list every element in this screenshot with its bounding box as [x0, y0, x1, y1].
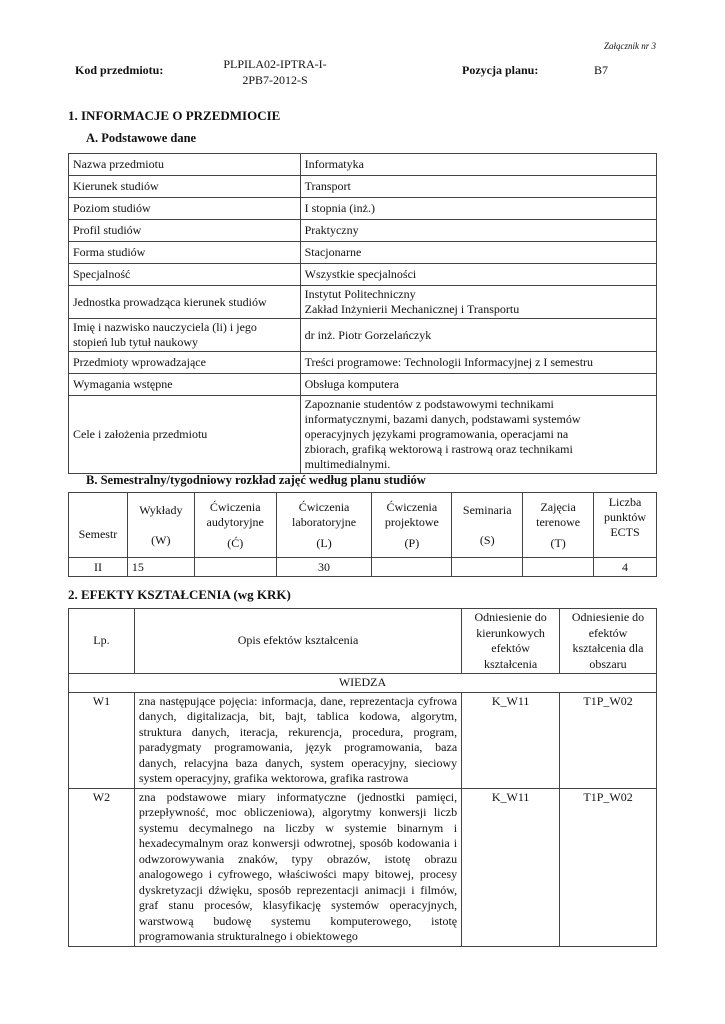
header-line: Odniesienie do	[571, 610, 645, 624]
row-label	[69, 319, 301, 352]
header-dir	[462, 609, 560, 674]
value-line: informatycznymi, bazami danych, podstawami systemów	[304, 412, 581, 426]
header-seminar	[452, 493, 523, 558]
table-row	[69, 374, 657, 396]
value-line: operacyjnych językami programowania, operacjami na	[304, 427, 569, 441]
header-ects	[594, 493, 657, 558]
course-code-line1: PLPILA02-IPTRA-I-	[223, 57, 327, 71]
outcome-area: T1P_W02	[560, 692, 657, 788]
schedule-table	[68, 492, 657, 577]
header-line: efektów	[491, 641, 530, 655]
outcome-desc: zna następujące pojęcia: informacja, dane, reprezentacja cyfrowa danych, digitalizacja, bit, bajt, tablica kodowa, algorytm, struktura danych, iteracja, rekurencja, procedura, program, paradygmaty programowania, język programowania, baza danych, relacyjna baza danych, system operacyjny, sieciowy system operacyjny, grafika wektorowa, grafika rastrowa	[134, 692, 461, 788]
header-line: Wykłady	[139, 502, 183, 517]
annex-note: Załącznik nr 3	[603, 41, 656, 51]
header-line: Ćwiczenia	[209, 499, 261, 514]
row-label: Kierunek studiów	[69, 176, 301, 198]
table-row	[69, 176, 657, 198]
outcome-desc: zna podstawowe miary informatyczne (jednostki pamięci, przepływność, moc obliczeniowa), algorytmy konwersji liczb systemu decymalnego na liczby w systemie binarnym i hexadecymalnym oraz konwersji odwrotnej, sposób kodowania i odwzorowywania znaków, typy obrazów, istotę obrazu analogowego i cyfrowego, właściwości mapy bitowej, procesy dyskretyzacji dźwięku, sposób reprezentacji animacji i filmów, graf stanu procesów, klasyfikację systemów operacyjnych, warstwową budowę systemu komputerowego, istotę programowania strukturalnego i obiektowego	[134, 788, 461, 946]
value-line: Zapoznanie studentów z podstawowymi technikami	[304, 397, 554, 411]
schedule-header-row	[69, 493, 657, 558]
label-line: stopień lub tytuł naukowy	[73, 335, 198, 349]
header-project	[372, 493, 452, 558]
header-field	[523, 493, 594, 558]
table-row	[69, 264, 657, 286]
row-value: I stopnia (inż.)	[300, 198, 656, 220]
header-line: kształcenia dla	[572, 641, 644, 655]
category-row	[69, 674, 657, 693]
outcome-dir: K_W11	[462, 788, 560, 946]
header-semester: Semestr	[69, 493, 128, 558]
cell-lab: 30	[276, 558, 372, 577]
header-line: punktów	[604, 510, 647, 524]
row-value	[300, 396, 656, 474]
header-line: (L)	[316, 535, 332, 550]
table-row	[69, 692, 657, 788]
header-lectures	[127, 493, 194, 558]
table-row	[69, 788, 657, 946]
row-label: Specjalność	[69, 264, 301, 286]
header-line: kształcenia	[483, 656, 538, 671]
course-code-line2: 2PB7-2012-S	[242, 73, 308, 87]
header-line: Zajęcia	[540, 499, 576, 514]
label-line: Imię i nazwisko nauczyciela (li) i jego	[73, 320, 257, 334]
header-line: Liczba	[608, 495, 642, 509]
cell-ects: 4	[594, 558, 657, 577]
category-label: WIEDZA	[69, 674, 657, 693]
cell-field	[523, 558, 594, 577]
header-line: efektów	[588, 625, 628, 640]
row-value	[300, 286, 656, 319]
row-value: Praktyczny	[300, 220, 656, 242]
row-label: Profil studiów	[69, 220, 301, 242]
row-label: Wymagania wstępne	[69, 374, 301, 396]
header-area	[560, 609, 657, 674]
table-row	[69, 352, 657, 374]
header-line: Ćwiczenia	[386, 499, 438, 514]
plan-position-label: Pozycja planu:	[462, 63, 539, 77]
row-value: Stacjonarne	[300, 242, 656, 264]
outcome-lp: W1	[69, 692, 135, 788]
section1-subA: A. Podstawowe dane	[86, 131, 197, 145]
learning-outcomes-table	[68, 608, 657, 947]
value-line: zbiorach, grafiką wektorową i rastrową oraz technikami	[304, 442, 573, 456]
row-value: Transport	[300, 176, 656, 198]
header-lab	[276, 493, 372, 558]
cell-seminar	[452, 558, 523, 577]
outcome-area: T1P_W02	[560, 788, 657, 946]
table-row	[69, 154, 657, 176]
table-row	[69, 242, 657, 264]
header-line: audytoryjne	[206, 514, 264, 529]
header-line: (W)	[151, 532, 171, 547]
table-row	[69, 319, 657, 352]
row-value: Informatyka	[300, 154, 656, 176]
header-line: ECTS	[610, 525, 640, 539]
header-desc: Opis efektów kształcenia	[134, 609, 461, 674]
table-row	[69, 198, 657, 220]
header-line: Seminaria	[462, 502, 512, 517]
row-value: dr inż. Piotr Gorzelańczyk	[300, 319, 656, 352]
section1-subB: B. Semestralny/tygodniowy rozkład zajęć według planu studiów	[86, 473, 426, 487]
plan-position-value: B7	[594, 63, 609, 77]
header-lp: Lp.	[69, 609, 135, 674]
outcome-lp: W2	[69, 788, 135, 946]
table-row	[69, 286, 657, 319]
cell-lectures: 15	[127, 558, 194, 577]
value-line: Zakład Inżynierii Mechanicznej i Transportu	[304, 302, 520, 316]
row-value: Wszystkie specjalności	[300, 264, 656, 286]
cell-project	[372, 558, 452, 577]
header-line: (Ć)	[227, 535, 244, 550]
header-line: (P)	[404, 535, 420, 550]
row-label: Przedmioty wprowadzające	[69, 352, 301, 374]
value-line: Instytut Politechniczny	[304, 287, 416, 301]
course-code-value	[205, 56, 345, 88]
header-line: (T)	[550, 535, 566, 550]
header-line: projektowe	[384, 514, 439, 529]
outcomes-header-row	[69, 609, 657, 674]
header-line: laboratoryjne	[292, 514, 357, 529]
row-label: Nazwa przedmiotu	[69, 154, 301, 176]
schedule-row	[69, 558, 657, 577]
header-line: obszaru	[589, 656, 627, 671]
header-auditory	[194, 493, 276, 558]
header-line: Ćwiczenia	[298, 499, 350, 514]
row-label: Jednostka prowadząca kierunek studiów	[69, 286, 301, 319]
cell-semester: II	[69, 558, 128, 577]
header-line: kierunkowych	[476, 625, 545, 640]
header-line: terenowe	[536, 514, 581, 529]
outcome-dir: K_W11	[462, 692, 560, 788]
section1-title: 1. INFORMACJE O PRZEDMIOCIE	[68, 108, 281, 123]
basic-data-table	[68, 153, 657, 474]
course-code-label: Kod przedmiotu:	[75, 63, 164, 77]
header-line: Odniesienie do	[474, 610, 547, 624]
table-row	[69, 396, 657, 474]
row-label: Forma studiów	[69, 242, 301, 264]
cell-auditory	[194, 558, 276, 577]
row-label: Cele i założenia przedmiotu	[69, 396, 301, 474]
row-label: Poziom studiów	[69, 198, 301, 220]
section2-title: 2. EFEKTY KSZTAŁCENIA (wg KRK)	[68, 587, 291, 602]
table-row	[69, 220, 657, 242]
row-value: Obsługa komputera	[300, 374, 656, 396]
header-line: (S)	[479, 532, 495, 547]
row-value: Treści programowe: Technologii Informacyjnej z I semestru	[300, 352, 656, 374]
value-line: multimedialnymi.	[304, 457, 391, 471]
